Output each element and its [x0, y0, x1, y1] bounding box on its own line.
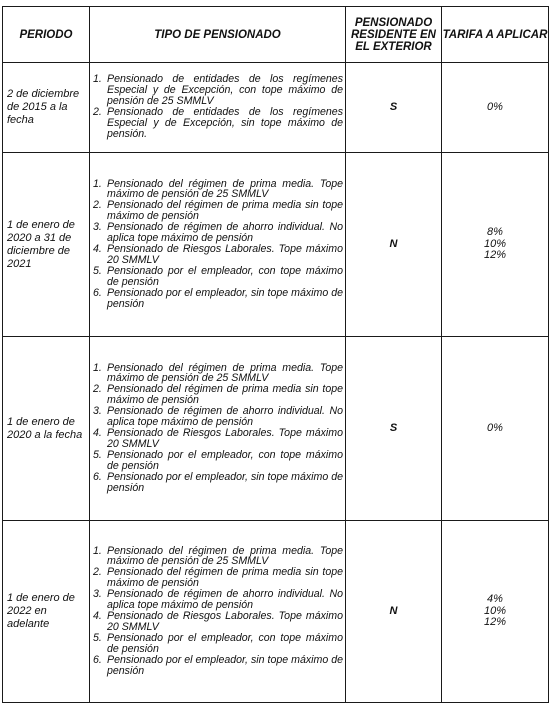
list-item: 2. Pensionado del régimen de prima media sin tope máximo de pensión	[93, 199, 343, 223]
tarifa-value: 12%	[483, 616, 507, 629]
list-item: 3. Pensionado de régimen de ahorro individual. No aplica tope máximo de pensión	[93, 588, 343, 612]
list-item: 5. Pensionado por el empleador, con tope máximo de pensión	[93, 448, 343, 472]
tipo-text: Pensionado del régimen de prima media. Tope máximo de pensión de 25 SMMLV	[107, 361, 343, 385]
tipo-text: Pensionado por el empleador, sin tope máximo de pensión	[107, 470, 343, 494]
list-item: 3. Pensionado de régimen de ahorro individual. No aplica tope máximo de pensión	[93, 221, 343, 245]
periodo-cell: 1 de enero de 2022 en adelante	[3, 521, 90, 703]
tipo-text: Pensionado por el empleador, con tope máximo de pensión	[107, 631, 343, 655]
tipo-text: Pensionado del régimen de prima media sin tope máximo de pensión	[107, 566, 343, 590]
residente-cell: S	[346, 337, 442, 521]
tipo-text: Pensionado de Riesgos Laborales. Tope máximo 20 SMMLV	[107, 427, 343, 450]
list-item: 3. Pensionado de régimen de ahorro individual. No aplica tope máximo de pensión	[93, 405, 343, 429]
list-item: 6. Pensionado por el empleador, sin tope máximo de pensión	[93, 470, 343, 494]
list-item: 4. Pensionado de Riesgos Laborales. Tope máximo 20 SMMLV	[93, 610, 343, 633]
tarifa-value: 0%	[487, 100, 503, 113]
residente-cell: N	[346, 153, 442, 337]
tarifa-value: 0%	[487, 421, 503, 434]
tipo-text: Pensionado de régimen de ahorro individual. No aplica tope máximo de pensión	[107, 405, 343, 429]
tipo-text: Pensionado del régimen de prima media. Tope máximo de pensión de 25 SMMLV	[107, 544, 343, 568]
tarifa-value: 4%	[487, 593, 503, 606]
tipo-text: Pensionado del régimen de prima media. Tope máximo de pensión de 25 SMMLV	[107, 177, 343, 201]
tipo-list	[93, 546, 343, 677]
list-item: 2. Pensionado del régimen de prima media sin tope máximo de pensión	[93, 383, 343, 407]
residente-cell: S	[346, 63, 442, 153]
tipo-text: Pensionado por el empleador, con tope máximo de pensión	[107, 264, 343, 288]
list-item: 1. Pensionado de entidades de los regímenes Especial y de Excepción, con tope máximo de pensión de 25 SMMLV	[93, 73, 343, 108]
tipo-text: Pensionado de Riesgos Laborales. Tope máximo 20 SMMLV	[107, 610, 343, 633]
table-row	[3, 63, 549, 153]
tipo-text: Pensionado por el empleador, con tope máximo de pensión	[107, 448, 343, 472]
tipo-text: Pensionado de entidades de los regímenes Especial y de Excepción, con tope máximo de pensión de 25 SMMLV	[107, 73, 343, 108]
table-row	[3, 521, 549, 703]
tipo-cell	[90, 63, 346, 153]
tipo-cell	[90, 337, 346, 521]
tipo-list	[93, 363, 343, 494]
list-item: 5. Pensionado por el empleador, con tope máximo de pensión	[93, 631, 343, 655]
list-item: 1. Pensionado del régimen de prima media. Tope máximo de pensión de 25 SMMLV	[93, 544, 343, 568]
residente-cell: N	[346, 521, 442, 703]
list-item: 6. Pensionado por el empleador, sin tope máximo de pensión	[93, 653, 343, 677]
list-item: 1. Pensionado del régimen de prima media. Tope máximo de pensión de 25 SMMLV	[93, 361, 343, 385]
tipo-text: Pensionado de régimen de ahorro individual. No aplica tope máximo de pensión	[107, 588, 343, 612]
list-item: 2. Pensionado del régimen de prima media sin tope máximo de pensión	[93, 566, 343, 590]
tipo-list	[93, 179, 343, 310]
header-tarifa: TARIFA A APLICAR	[442, 7, 549, 63]
tarifa-value: 8%	[487, 226, 503, 239]
tipo-text: Pensionado por el empleador, sin tope máximo de pensión	[107, 286, 343, 310]
tipo-text: Pensionado de entidades de los regímenes Especial y de Excepción, sin tope máximo de pensión.	[107, 106, 343, 140]
list-item: 5. Pensionado por el empleador, con tope máximo de pensión	[93, 264, 343, 288]
tipo-cell	[90, 153, 346, 337]
table-header-row	[3, 7, 549, 63]
tipo-text: Pensionado del régimen de prima media sin tope máximo de pensión	[107, 199, 343, 223]
tipo-text: Pensionado del régimen de prima media sin tope máximo de pensión	[107, 383, 343, 407]
header-pensionado-residente: PENSIONADO RESIDENTE EN EL EXTERIOR	[346, 7, 442, 63]
pension-rate-table	[2, 6, 549, 703]
tipo-cell	[90, 521, 346, 703]
tarifa-cell	[442, 337, 549, 521]
list-item: 4. Pensionado de Riesgos Laborales. Tope máximo 20 SMMLV	[93, 243, 343, 266]
list-item: 6. Pensionado por el empleador, sin tope máximo de pensión	[93, 286, 343, 310]
header-tipo-pensionado: TIPO DE PENSIONADO	[90, 7, 346, 63]
tipo-text: Pensionado de régimen de ahorro individual. No aplica tope máximo de pensión	[107, 221, 343, 245]
tipo-text: Pensionado por el empleador, sin tope máximo de pensión	[107, 653, 343, 677]
tipo-text: Pensionado de Riesgos Laborales. Tope máximo 20 SMMLV	[107, 243, 343, 266]
tarifa-cell	[442, 63, 549, 153]
list-item: 2. Pensionado de entidades de los regímenes Especial y de Excepción, sin tope máximo de pensión.	[93, 106, 343, 140]
tarifa-value: 10%	[483, 237, 507, 250]
periodo-cell: 1 de enero de 2020 a 31 de diciembre de 2021	[3, 153, 90, 337]
tarifa-value: 10%	[483, 604, 507, 617]
header-periodo: PERIODO	[3, 7, 90, 63]
tipo-list	[93, 74, 343, 139]
tarifa-cell	[442, 153, 549, 337]
tarifa-cell	[442, 521, 549, 703]
table-row	[3, 153, 549, 337]
tarifa-value: 12%	[483, 249, 507, 262]
list-item: 1. Pensionado del régimen de prima media. Tope máximo de pensión de 25 SMMLV	[93, 177, 343, 201]
table-row	[3, 337, 549, 521]
periodo-cell: 1 de enero de 2020 a la fecha	[3, 337, 90, 521]
periodo-cell: 2 de diciembre de 2015 a la fecha	[3, 63, 90, 153]
list-item: 4. Pensionado de Riesgos Laborales. Tope máximo 20 SMMLV	[93, 427, 343, 450]
